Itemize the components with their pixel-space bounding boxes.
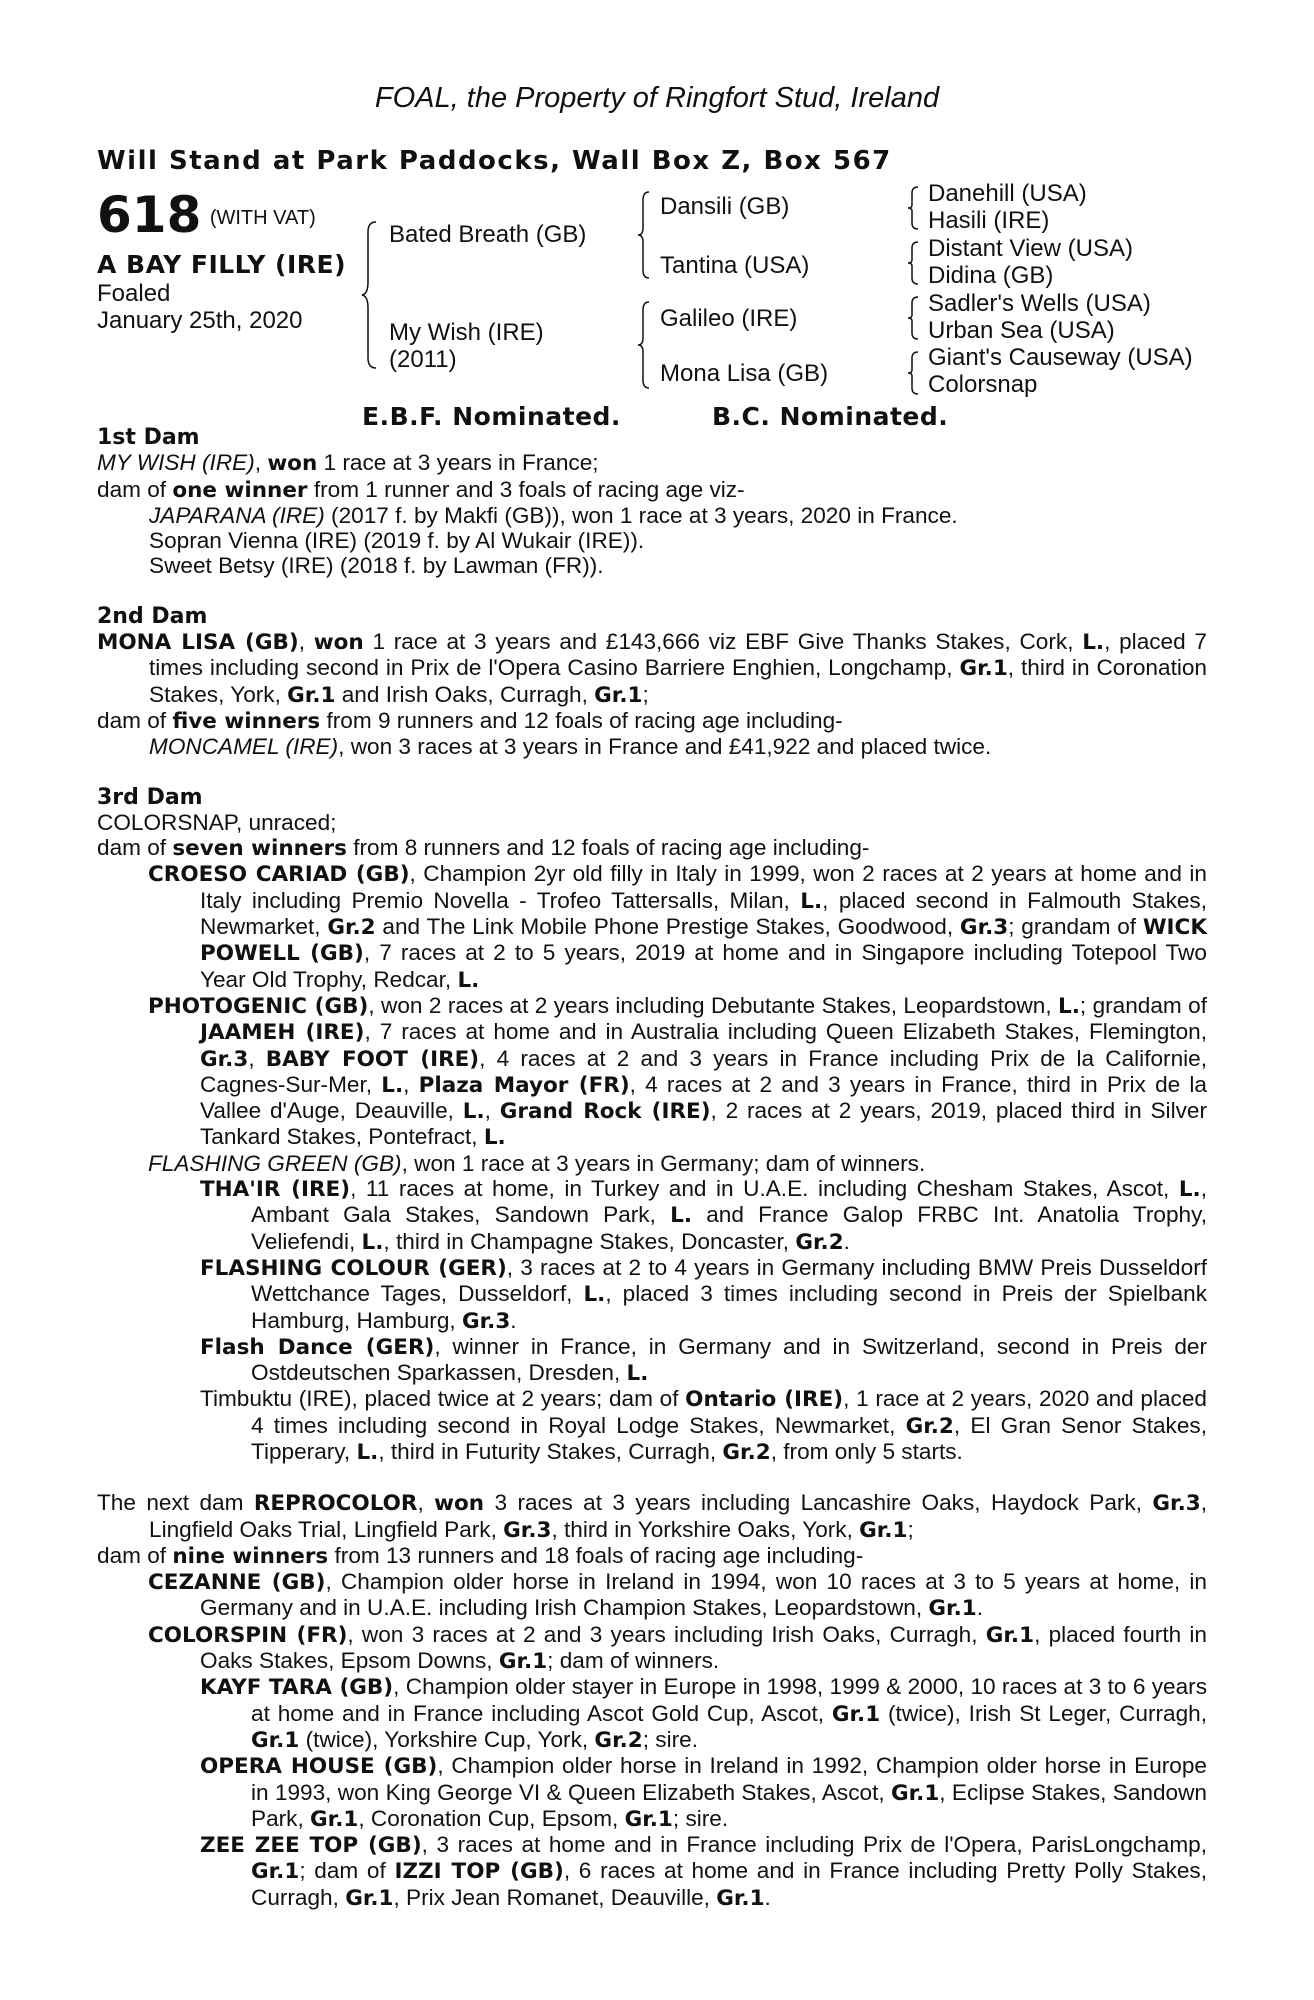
third-dam-record: COLORSNAP, unraced; <box>97 809 337 835</box>
first-dam-record: MY WISH (IRE), won 1 race at 3 years in France; <box>97 450 599 477</box>
pedigree-g5: Sadler's Wells (USA) <box>928 290 1151 317</box>
pedigree-g1: Danehill (USA) <box>928 180 1087 207</box>
first-dam-foal-3: Sweet Betsy (IRE) (2018 f. by Lawman (FR)). <box>149 553 604 579</box>
foaled-date: January 25th, 2020 <box>97 307 303 334</box>
kayf-tara-entry: KAYF TARA (GB), Champion older stayer in Europe in 1998, 1999 & 2000, 10 races at 3 to 6 years at home and in France including Ascot Gold Cup, Ascot, Gr.1 (twice), Irish St Leger, Curragh, Gr.1 (twice), Yorkshire Cup, York, Gr.2; sire. <box>200 1674 1207 1753</box>
pedigree-g6: Urban Sea (USA) <box>928 317 1115 344</box>
pedigree-g4: Didina (GB) <box>928 262 1054 289</box>
second-dam-foal-1: MONCAMEL (IRE), won 3 races at 3 years in France and £41,922 and placed twice. <box>149 734 992 760</box>
second-dam-record: MONA LISA (GB), won 1 race at 3 years and £143,666 viz EBF Give Thanks Stakes, Cork, L., placed 7 times including second in Prix de l'Opera Casino Barriere Enghien, Longchamp, Gr.1, third in Coronation Stakes, York, Gr.1 and Irish Oaks, Curragh, Gr.1; <box>97 629 1207 708</box>
colorspin-entry: COLORSPIN (FR), won 3 races at 2 and 3 years including Irish Oaks, Curragh, Gr.1, placed fourth in Oaks Stakes, Epsom Downs, Gr.1; dam of winners. <box>148 1621 1207 1675</box>
second-dam-heading: 2nd Dam <box>97 603 208 629</box>
second-dam-produce: dam of five winners from 9 runners and 12 foals of racing age including- <box>97 707 843 734</box>
first-dam-foal-2: Sopran Vienna (IRE) (2019 f. by Al Wukair (IRE)). <box>149 528 645 554</box>
flashing-green-entry: FLASHING GREEN (GB), won 1 race at 3 years in Germany; dam of winners. <box>148 1150 926 1176</box>
horse-name: A BAY FILLY (IRE) <box>97 250 347 279</box>
pedigree-brace-sire <box>636 190 652 280</box>
third-dam-produce: dam of seven winners from 8 runners and 12 foals of racing age including- <box>97 835 870 862</box>
pedigree-brace-g4 <box>906 350 920 396</box>
consignor-line: FOAL, the Property of Ringfort Stud, Ireland <box>374 82 940 114</box>
pedigree-notes <box>97 425 1207 1911</box>
foaled-label: Foaled <box>97 280 171 307</box>
third-dam-heading: 3rd Dam <box>97 784 203 810</box>
pedigree-sire: Bated Breath (GB) <box>389 221 587 248</box>
pedigree-dam: My Wish (IRE) <box>389 319 544 346</box>
ebf-nomination: E.B.F. Nominated. <box>362 402 621 431</box>
vat-label: (WITH VAT) <box>209 207 316 229</box>
lot-number: 618 <box>97 186 202 244</box>
pedigree-g2: Hasili (IRE) <box>928 207 1050 234</box>
zee-zee-top-entry: ZEE ZEE TOP (GB), 3 races at home and in France including Prix de l'Opera, ParisLongchamp, Gr.1; dam of IZZI TOP (GB), 6 races at home and in France including Pretty Polly Stakes, Curragh, Gr.1, Prix Jean Romanet, Deauville, Gr.1. <box>200 1832 1208 1911</box>
next-dam-produce: dam of nine winners from 13 runners and 18 foals of racing age including- <box>97 1542 864 1569</box>
croeso-cariad-entry: CROESO CARIAD (GB), Champion 2yr old filly in Italy in 1999, won 2 races at 2 years at home and in Italy including Premio Novella - Trofeo Tattersalls, Milan, L., placed second in Falmouth Stakes, Newmarket, Gr.2 and The Link Mobile Phone Prestige Stakes, Goodwood, Gr.3; grandam of WICK POWELL (GB), 7 races at 2 to 5 years, 2019 at home and in Singapore including Totepool Two Year Old Trophy, Redcar, L. <box>148 861 1208 993</box>
stand-location: Will Stand at Park Paddocks, Wall Box Z, Box 567 <box>97 146 892 176</box>
pedigree-brace-dam <box>636 300 652 390</box>
pedigree-g7: Giant's Causeway (USA) <box>928 344 1193 371</box>
pedigree-dam-sire: Galileo (IRE) <box>660 305 798 332</box>
pedigree-sire-sire: Dansili (GB) <box>660 193 790 220</box>
first-dam-heading: 1st Dam <box>97 425 200 450</box>
pedigree-g8: Colorsnap <box>928 371 1038 398</box>
lot-line <box>97 186 316 244</box>
next-dam-record: The next dam REPROCOLOR, won 3 races at 3 years including Lancashire Oaks, Haydock Park, Gr.3, Lingfield Oaks Trial, Lingfield Park, Gr.3, third in Yorkshire Oaks, York, Gr.1; <box>97 1490 1207 1543</box>
pedigree-g3: Distant View (USA) <box>928 235 1133 262</box>
photogenic-entry: PHOTOGENIC (GB), won 2 races at 2 years including Debutante Stakes, Leopardstown, L.; grandam of JAAMEH (IRE), 7 races at home and in Australia including Queen Elizabeth Stakes, Flemington, Gr.3, BABY FOOT (IRE), 4 races at 2 and 3 years in France including Prix de la Californie, Cagnes-Sur-Mer, L., Plaza Mayor (FR), 4 races at 2 and 3 years in France, third in Prix de la Vallee d'Auge, Deauville, L., Grand Rock (IRE), 2 races at 2 years, 2019, placed third in Silver Tankard Stakes, Pontefract, L. <box>148 992 1208 1151</box>
thair-entry: THA'IR (IRE), 11 races at home, in Turkey and in U.A.E. including Chesham Stakes, Ascot, L., Ambant Gala Stakes, Sandown Park, L. and France Galop FRBC Int. Anatolia Trophy, Veliefendi, L., third in Champagne Stakes, Doncaster, Gr.2. <box>200 1176 1207 1255</box>
flashing-colour-entry: FLASHING COLOUR (GER), 3 races at 2 to 4 years in Germany including BMW Preis Dusseldorf Wettchance Tages, Dusseldorf, L., placed 3 times including second in Preis der Spielbank Hamburg, Hamburg, Gr.3. <box>200 1254 1208 1334</box>
cezanne-entry: CEZANNE (GB), Champion older horse in Ireland in 1994, won 10 races at 3 to 5 years at home, in Germany and in U.A.E. including Irish Champion Stakes, Leopardstown, Gr.1. <box>148 1569 1207 1622</box>
pedigree-brace-g2 <box>906 240 920 286</box>
flash-dance-entry: Flash Dance (GER), winner in France, in Germany and in Switzerland, second in Preis der Ostdeutschen Sparkassen, Dresden, L. <box>200 1333 1207 1387</box>
pedigree-sire-dam: Tantina (USA) <box>660 252 810 279</box>
pedigree-dam-year: (2011) <box>389 346 457 373</box>
first-dam-foal-1: JAPARANA (IRE) (2017 f. by Makfi (GB)), won 1 race at 3 years, 2020 in France. <box>149 502 958 528</box>
opera-house-entry: OPERA HOUSE (GB), Champion older horse in Ireland in 1992, Champion older horse in Europe in 1993, won King George VI & Queen Elizabeth Stakes, Ascot, Gr.1, Eclipse Stakes, Sandown Park, Gr.1, Coronation Cup, Epsom, Gr.1; sire. <box>200 1753 1207 1832</box>
first-dam-produce: dam of one winner from 1 runner and 3 foals of racing age viz- <box>97 476 745 503</box>
pedigree-brace-main <box>360 220 380 370</box>
pedigree-brace-g1 <box>906 185 920 231</box>
timbuktu-entry: Timbuktu (IRE), placed twice at 2 years; dam of Ontario (IRE), 1 race at 2 years, 2020 and placed 4 times including second in Royal Lodge Stakes, Newmarket, Gr.2, El Gran Senor Stakes, Tipperary, L., third in Futurity Stakes, Curragh, Gr.2, from only 5 starts. <box>200 1386 1207 1465</box>
pedigree-brace-g3 <box>906 295 920 341</box>
bc-nomination: B.C. Nominated. <box>712 402 949 431</box>
pedigree-dam-dam: Mona Lisa (GB) <box>660 360 829 387</box>
